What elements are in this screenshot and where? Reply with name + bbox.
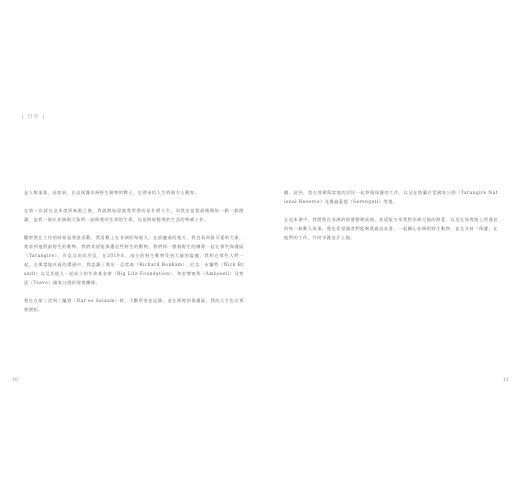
section-tag-title: 自序 bbox=[27, 114, 40, 120]
right-text-block bbox=[284, 188, 498, 251]
section-tag bbox=[22, 113, 45, 120]
section-tag-bracket-open: [ bbox=[22, 114, 25, 120]
right-page bbox=[260, 0, 520, 500]
left-paragraph-1: 是人類事業，而如果，在這保護非洲野生動物的戰士，也傳承的人生時刻令人動容。 bbox=[24, 190, 200, 195]
left-paragraph-3: 觀察我在工作的時候是我最喜歡，我喜歡上在非洲的每個人，在最邊遠的地方，我也看到最可愛的大象，我看到他們最野生的動物，我們希望能保護這些野生的動物，我們和一整個野生的團隊一起在那些保護區（Tarangire）、肯亞及坦尚尼亞，在2019年，部分的野生動物受到大量的盜獵，我和在那些人們一起，在與當地社區的溝通中，我認識了喬治‧亞當森（Richard Bonham）、尼克‧布蘭特（Nick Brandt）以及其他人一起成立的生命基金會（Big Life Foundation），和安博塞利（Amboseli）及察沃（Tsavo）國家公園的保育團隊。 bbox=[24, 235, 244, 285]
left-text-block bbox=[24, 188, 244, 323]
page-number-right: 11 bbox=[503, 378, 509, 383]
left-paragraph-4: 我在在第三次到三蘭港（Dar es Salaam）時，不斷學習並記錄，並在那裡的保護區，我的人生也在那裡開始。 bbox=[24, 298, 244, 312]
right-paragraph-1: 隨，此外，我在那裡與當地的居民一起參與保護的工作，以及在塔蘭吉雷國家公園（Tarangire National Reserve）及賽倫蓋提（Serengeti）等地。 bbox=[284, 190, 498, 204]
right-paragraph-2: 在這本書中，我將我在非洲的經歷整理成冊，希望能分享我對非洲大地的熱愛，以及在保育路上所遇見的每一個動人故事，我也希望讀者們能夠透過這本書，一起關心非洲的野生動物，並且支持「保護」在他們的工作，共同守護這片土地。 bbox=[284, 217, 498, 240]
left-paragraph-2: 在第一次就在這本說到來源之後，我就開始思索我所要的是什麼人生，而我也是從最後開始一點一點閱讀，是我一個在非洲與大象們一起經歷的生命的生命，也是時候整理的生活的準備工作。 bbox=[24, 208, 244, 222]
section-tag-bracket-close: ] bbox=[42, 114, 46, 120]
page-number-left: 10 bbox=[12, 378, 18, 383]
